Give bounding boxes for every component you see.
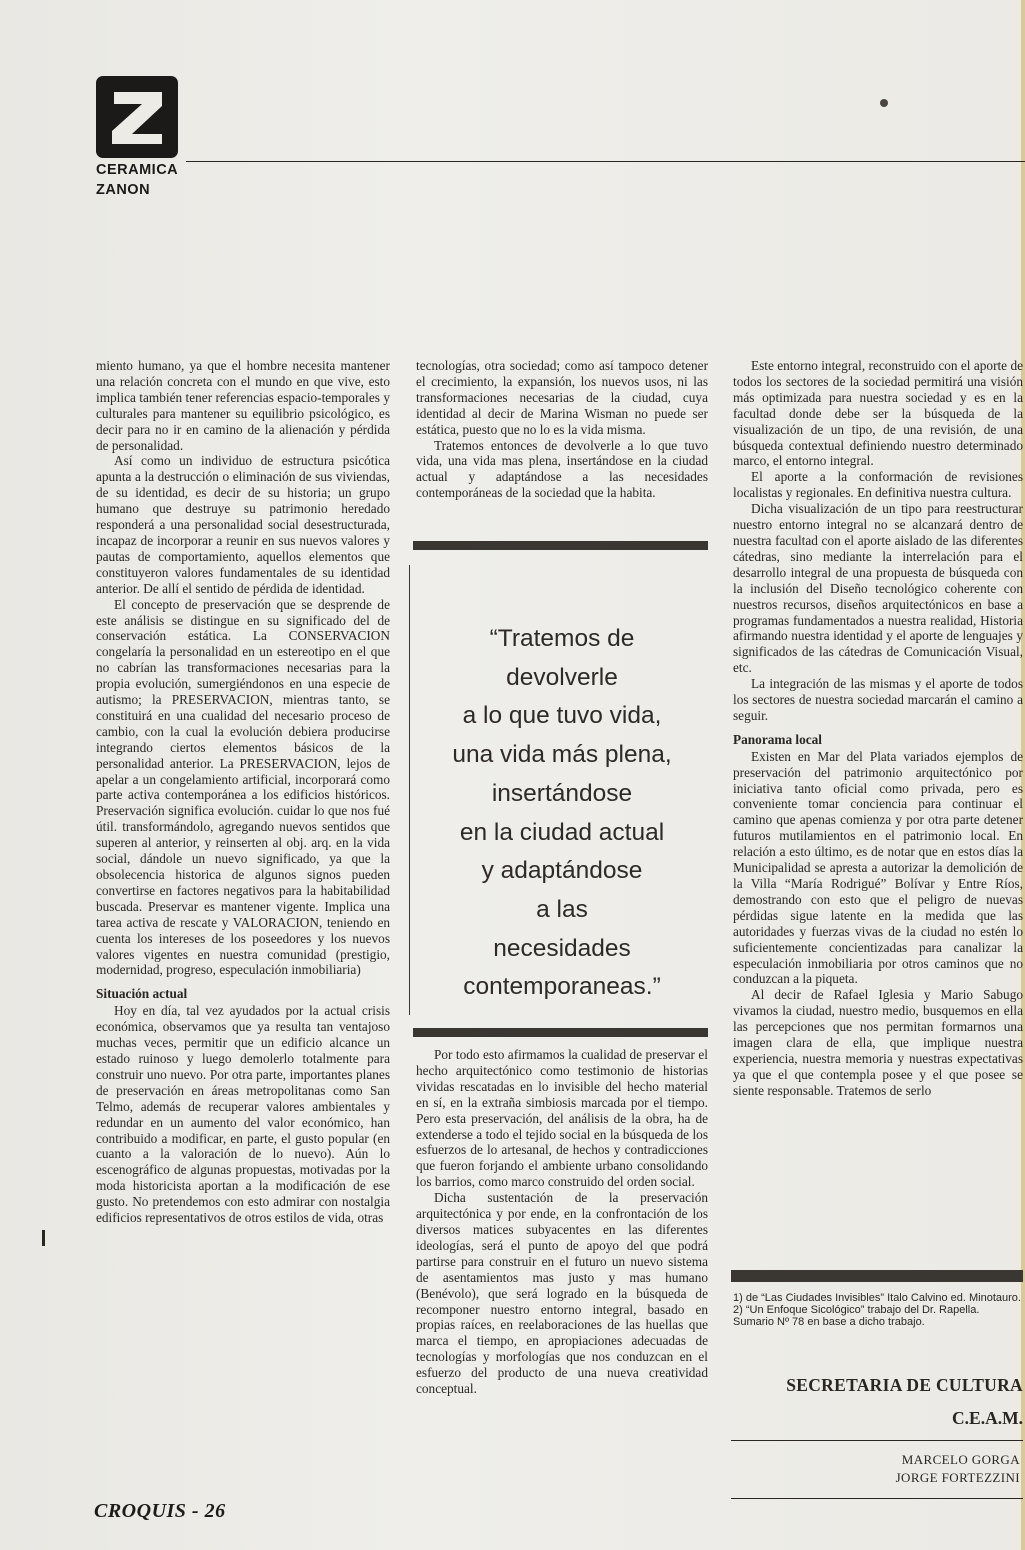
credit-unit: C.E.A.M. [952, 1408, 1023, 1428]
paragraph: Existen en Mar del Plata variados ejemplos de preservación del patrimonio arquitectónico por iniciativa tanto oficial como privada, pero es conveniente tomar conciencia para continuar el camino que apenas comienza y por otra parte detener futuros mutilamientos en el patrimonio local. En relación a esto último, es de notar que en estos días la Municipalidad se apresta a autorizar la demolición de la Villa “María Rodrigué” Bolívar y Entre Ríos, demostrando con esto que el peligro de nuevas pérdidas sigue latente en la medida que las autoridades y fuerzas vivas de la ciudad no estén lo suficientemente concientizadas para canalizar la especulación inmobiliaria por otros caminos que no conduzcan a la piqueta. [733, 748, 1023, 987]
column-2 [416, 358, 708, 501]
quote-line: contemporaneas.” [463, 973, 661, 1001]
bleed-through-script [420, 100, 640, 210]
paragraph: Dicha visualización de un tipo para reestructurar nuestro entorno integral no se alcanzará dentro de nuestra facultad con el aporte aislado de las diferentes cátedras, sino mediante la interrelación para el desarrollo integral de una propuesta de búsqueda con la inclusión del Diseño tecnológico coherente con nuestros recursos, diseños arquitectónicos en base a programas fundamentados a nuestra realidad, Historia afirmando nuestra identidad y el aporte de lenguajes y significados de las cátedras de Comunicación Visual, etc. [733, 501, 1023, 676]
logo-line1: CERAMICA [96, 162, 179, 178]
paragraph: Al decir de Rafael Iglesia y Mario Sabugo vivamos la ciudad, nuestro medio, busquemos en ella las percepciones que nos permitan formarnos una imagen clara de ella, que implique nuestra experiencia, nuestra memoria y nuestras expectativas ya que el que contempla posee y el que posee se siente responsable. Tratemos de serlo [733, 987, 1023, 1098]
footnote: 1) de “Las Ciudades Invisibles” Italo Calvino ed. Minotauro. [733, 1292, 1021, 1304]
paragraph: tecnologías, otra sociedad; como así tampoco detener el crecimiento, la expansión, los nuevos usos, ni las transformaciones necesarias de la ciudad, cuya identidad al decir de Marina Wisman no puede ser estática, puesto que no lo es la vida misma. [416, 358, 708, 437]
quote-bar-top [413, 541, 708, 550]
paragraph: Así como un individuo de estructura psicótica apunta a la destrucción o eliminación de sus viviendas, de su identidad, es decir de su historia; un grupo humano que destruye su patrimonio heredado responderá a una personalidad social desestructurada, incapaz de incorporar a reunir en sus nuevos valores y pautas de comportamiento, aquellos elementos que constituyeron valores fundamentales de su identidad anterior. De allí el sentido de pérdida de identidad. [96, 453, 390, 596]
credit-rule-bottom [731, 1498, 1023, 1499]
paragraph: El aporte a la conformación de revisiones localistas y regionales. En definitiva nuestra cultura. [733, 469, 1023, 501]
footnotes [733, 1292, 1023, 1329]
ink-spot [880, 99, 888, 107]
quote-line: en la ciudad actual [459, 818, 665, 846]
paragraph: miento humano, ya que el hombre necesita mantener una relación concreta con el mundo en que vive, esto implica también tener referencias espacio-temporales y culturales para mantener su equilibrio psicológico, es decir para no ir en camino de la alienación y pérdida de personalidad. [96, 358, 390, 453]
quote-line: devolverle [506, 663, 618, 691]
footnote: 2) “Un Enfoque Sicológico” trabajo del Dr. Rapella. Sumario Nº 78 en base a dicho trabajo. [733, 1304, 980, 1329]
paragraph: Este entorno integral, reconstruido con el aporte de todos los sectores de la sociedad permitirá una visión más optimizada para nuestra sociedad y es en la facultad donde debe ser la búsqueda de la visualización de un tipo, de una revisión, de una búsqueda contextual definiendo nuestro determinado marco, el entorno integral. [733, 358, 1023, 469]
quote-line: a las [536, 895, 588, 923]
zanon-logo [96, 76, 184, 198]
bleed-through-banner [40, 250, 1025, 330]
column-1 [96, 358, 390, 1226]
quote-bar-bottom [413, 1028, 708, 1037]
header-rule [186, 161, 1025, 162]
quote-line: y adaptándose [481, 857, 643, 885]
quote-line: “Tratemos de [489, 625, 635, 652]
quote-side-rule [409, 565, 410, 1015]
pull-quote [416, 620, 708, 1007]
column-3 [733, 358, 1023, 1099]
author-name: MARCELO GORGA [901, 1452, 1020, 1467]
quote-line: una vida más plena, [452, 741, 672, 769]
notes-bar [731, 1270, 1023, 1282]
credit-rule-top [731, 1440, 1023, 1441]
section-heading: Panorama local [733, 731, 823, 747]
section-heading: Situación actual [96, 986, 188, 1002]
quote-line: necesidades [493, 934, 631, 962]
paragraph: La integración de las mismas y el aporte de todos los sectores de nuestra sociedad marcarán el camino a seguir. [733, 676, 1023, 723]
quote-line: a lo que tuvo vida, [462, 702, 662, 730]
column-2-lower [416, 1047, 708, 1397]
margin-mark [42, 1230, 45, 1246]
z-logo-icon [96, 76, 178, 158]
author-name: JORGE FORTEZZINI [895, 1470, 1020, 1485]
paragraph: Por todo esto afirmamos la cualidad de preservar el hecho arquitectónico como testimonio de historias vividas rescatadas en lo invisible del hecho material en sí, en la extraña simbiosis marcada por el tiempo. Pero esta preservación, del análisis de la obra, ha de extenderse a todo el tejido social en la búsqueda de los esfuerzos de lo artesanal, de hechos y contradicciones que fueron forjando el ambiente urbano consolidando los barrios, como marco construido del orden social. [416, 1047, 708, 1190]
page-footer: CROQUIS - 26 [94, 1500, 226, 1522]
credit-organization: SECRETARIA DE CULTURA [786, 1375, 1023, 1395]
logo-line2: ZANON [96, 182, 151, 198]
paragraph: El concepto de preservación que se desprende de este análisis se distingue en su significado del de conservación estática. La CONSERVACION congelaría la personalidad en un estereotipo en el que no cabrían las transformaciones necesarias para la propia evolución, sumergiéndonos en una especie de autismo; la PRESERVACION, mientras tanto, se constituirá en una cualidad del necesario proceso de cambio, con la cual la evolución debiera producirse integrando ciertos elementos básicos de la personalidad anterior. La PRESERVACION, lejos de apelar a un congelamiento artificial, incorporará como parte activa contemporánea a los edificios históricos. Preservación significa evolución. cuidar lo que nos fué útil. transformándolo, agregando nuevos sentidos que superen al anterior, y reinserten al obj. arq. en la vida social, dándole un nuevo significado, ya que la obsolecencia historica de algunos signos pueden convertirse en factores negativos para la habitabilidad buscada. Preservar es mantener vigente. Implica una tarea activa de rescate y VALORACION, teniendo en cuenta los intereses de los poseedores y los nuevos valores vigentes en nuestra comunidad (prestigio, modernidad, progreso, especulación inmobiliaria) [96, 596, 390, 978]
paragraph: Dicha sustentación de la preservación arquitectónica y por ende, en la confrontación de los diversos matices subyacentes en las diferentes ideologías, será el punto de apoyo del que podrá partirse para construir en el futuro un nuevo sistema de asentamientos mas justo y mas humano (Benévolo), que será logrado en la búsqueda de recomponer nuestro entorno integral, basado en propias raíces, en reelaboraciones de las huellas que marca el tiempo, en apropiaciones adecuadas de tecnologías y morfologías que nos conduzcan en el esfuerzo del producto de una nueva creatividad conceptual. [416, 1190, 708, 1397]
paragraph: Tratemos entonces de devolverle a lo que tuvo vida, una vida mas plena, insertándose en la ciudad actual y adaptándose a las necesidades contemporáneas de la sociedad que la habita. [416, 437, 708, 501]
quote-line: insertándose [491, 779, 633, 807]
paragraph: Hoy en día, tal vez ayudados por la actual crisis económica, observamos que ya resulta tan ventajoso muchas veces, permitir que un edificio alcance un estado ruinoso y luego demolerlo totalmente para construir uno nuevo. Por otra parte, importantes planes de preservación en áreas metropolitanas como San Telmo, además de recuperar valores ambientales y redundar en un aumento del valor económico, han contribuido a modificar, en parte, el gusto popular (en cuanto a la valoración de lo nuevo). Aún lo escenográfico de algunas propuestas, motivadas por la moda historicista aportan a la modificación de ese gusto. No pretendemos con esto admirar con nostalgia edificios representativos de otros estilos de vida, otras [96, 1003, 390, 1226]
